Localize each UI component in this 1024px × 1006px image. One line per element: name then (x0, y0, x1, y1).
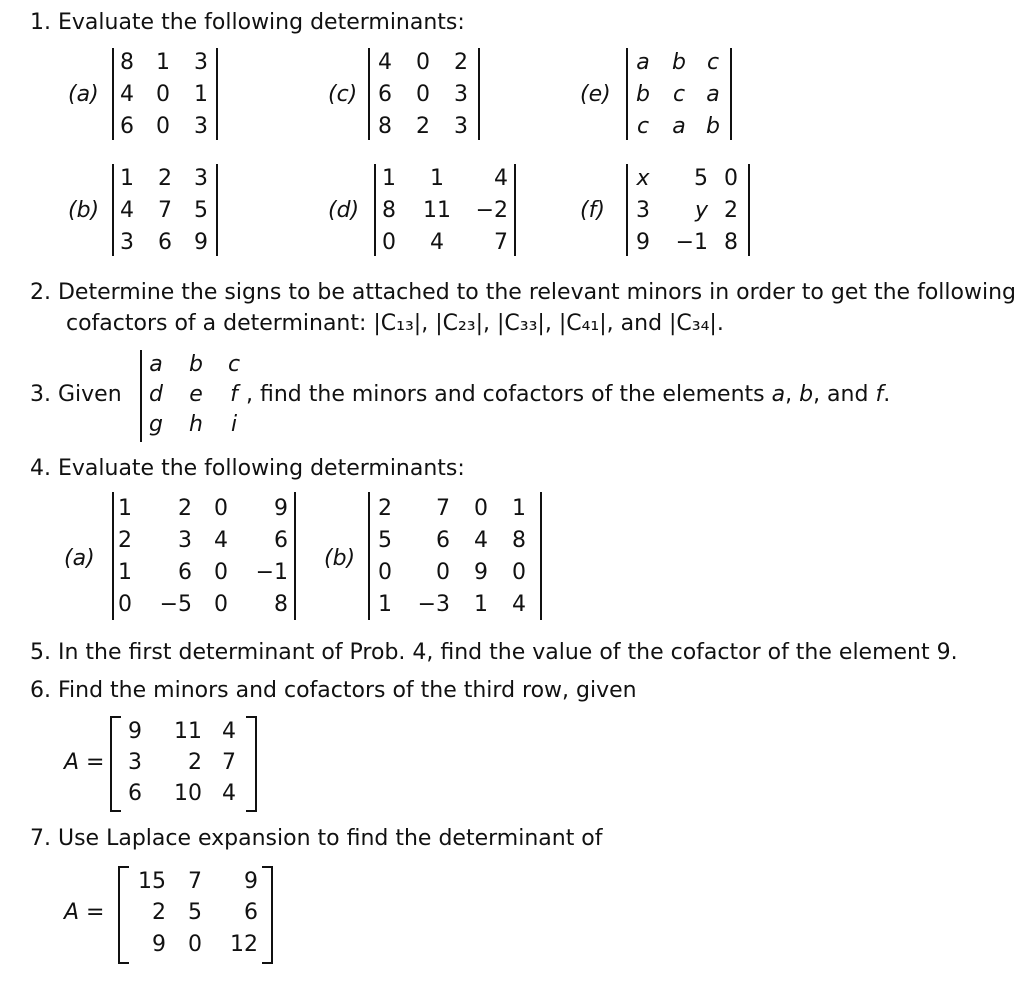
matrix-cell: x (636, 166, 650, 191)
matrix-cell: 0 (214, 592, 228, 617)
matrix-cell: 4 (494, 166, 508, 191)
det-bar-left (112, 48, 114, 140)
det-bar-right (748, 164, 750, 256)
det-bar-left (368, 48, 370, 140)
matrix-cell: g (149, 412, 163, 437)
problem-5: 5. In the first determinant of Prob. 4, find the value of the cofactor of the element 9. (30, 640, 958, 665)
matrix-cell: −5 (159, 592, 192, 617)
element-f: f (875, 382, 884, 407)
matrix-cell: 9 (274, 496, 288, 521)
matrix-cell: c (227, 352, 241, 377)
matrix-cell: 12 (230, 932, 258, 957)
matrix-cell: 2 (724, 198, 738, 223)
matrix-cell: −2 (475, 198, 508, 223)
part-label: (d) (328, 198, 360, 223)
matrix-cell: 6 (436, 528, 450, 553)
matrix-cell: 7 (188, 869, 202, 894)
matrix-cell: 0 (156, 82, 170, 107)
det-bar-right (216, 164, 218, 256)
matrix-cell: 5 (194, 198, 208, 223)
matrix-cell: 4 (214, 528, 228, 553)
matrix-cell: 0 (512, 560, 526, 585)
matrix-cell: 1 (474, 592, 488, 617)
matrix-cell: 4 (474, 528, 488, 553)
det-bar-right (294, 492, 296, 620)
problem-4-heading: 4. Evaluate the following determinants: (30, 456, 465, 481)
matrix-cell: 3 (454, 82, 468, 107)
det-bar-left (626, 164, 628, 256)
matrix-cell: −1 (675, 230, 708, 255)
matrix-cell: 8 (724, 230, 738, 255)
part-label: (a) (68, 82, 99, 107)
matrix-cell: c (672, 82, 686, 107)
matrix-cell: 8 (120, 50, 134, 75)
matrix-cell: 2 (118, 528, 132, 553)
matrix-cell: a (636, 50, 650, 75)
matrix-cell: a (672, 114, 686, 139)
matrix-cell: 10 (174, 781, 202, 806)
det-bar-right (216, 48, 218, 140)
matrix-cell: h (189, 412, 203, 437)
matrix-cell: 0 (118, 592, 132, 617)
bracket-right (246, 716, 257, 812)
matrix-cell: 6 (244, 900, 258, 925)
matrix-cell: 4 (222, 719, 236, 744)
matrix-cell: c (636, 114, 650, 139)
det-bar-right (730, 48, 732, 140)
problem-1-heading: 1. Evaluate the following determinants: (30, 10, 465, 35)
period: . (883, 382, 891, 407)
matrix-cell: 6 (378, 82, 392, 107)
separator: , (785, 382, 800, 407)
problem-3-prefix: 3. Given (30, 382, 122, 407)
matrix-cell: 2 (188, 750, 202, 775)
matrix-cell: 7 (494, 230, 508, 255)
matrix-cell: 8 (382, 198, 396, 223)
matrix-cell: 3 (454, 114, 468, 139)
matrix-cell: 9 (636, 230, 650, 255)
matrix-cell: 0 (378, 560, 392, 585)
matrix-cell: 5 (694, 166, 708, 191)
matrix-cell: 6 (274, 528, 288, 553)
matrix-cell: 3 (194, 166, 208, 191)
matrix-cell: 0 (436, 560, 450, 585)
matrix-cell: 15 (138, 869, 166, 894)
matrix-cell: c (706, 50, 720, 75)
det-bar-right (540, 492, 542, 620)
det-bar-left (368, 492, 370, 620)
matrix-cell: 11 (423, 198, 451, 223)
matrix-cell: 4 (430, 230, 444, 255)
matrix-cell: 7 (222, 750, 236, 775)
matrix-cell: 1 (430, 166, 444, 191)
problem-2-line-2: cofactors of a determinant: |C₁₃|, |C₂₃|, |C₃₃|, |C₄₁|, and |C₃₄|. (66, 311, 724, 336)
matrix-cell: 4 (120, 82, 134, 107)
matrix-cell: 6 (158, 230, 172, 255)
matrix-cell: 8 (274, 592, 288, 617)
matrix-cell: 7 (436, 496, 450, 521)
element-b: b (799, 382, 814, 407)
matrix-cell: 1 (378, 592, 392, 617)
det-bar-left (374, 164, 376, 256)
det-bar-left (140, 350, 142, 442)
matrix-cell: 4 (378, 50, 392, 75)
matrix-cell: 2 (158, 166, 172, 191)
separator: , and (813, 382, 876, 407)
bracket-right (262, 866, 273, 964)
det-bar-right (514, 164, 516, 256)
matrix-cell: 6 (128, 781, 142, 806)
matrix-cell: b (636, 82, 650, 107)
problem-6-heading: 6. Find the minors and cofactors of the third row, given (30, 678, 637, 703)
matrix-cell: 1 (194, 82, 208, 107)
matrix-cell: y (694, 198, 708, 223)
matrix-cell: 4 (120, 198, 134, 223)
matrix-cell: f (230, 382, 238, 407)
part-label: (b) (68, 198, 100, 223)
matrix-cell: 8 (378, 114, 392, 139)
matrix-cell: 3 (636, 198, 650, 223)
matrix-cell: d (149, 382, 163, 407)
matrix-cell: 9 (474, 560, 488, 585)
matrix-cell: 2 (454, 50, 468, 75)
matrix-cell: 0 (724, 166, 738, 191)
det-bar-left (626, 48, 628, 140)
matrix-cell: −3 (417, 592, 450, 617)
problem-2-line-1: 2. Determine the signs to be attached to the relevant minors in order to get the following (30, 280, 1016, 305)
matrix-cell: 7 (158, 198, 172, 223)
matrix-cell: 0 (416, 82, 430, 107)
matrix-cell: 5 (378, 528, 392, 553)
matrix-cell: 9 (128, 719, 142, 744)
matrix-cell: 3 (194, 50, 208, 75)
matrix-cell: 3 (178, 528, 192, 553)
part-label: (c) (328, 82, 358, 107)
matrix-cell: 3 (128, 750, 142, 775)
element-a: a (771, 382, 786, 407)
matrix-cell: 4 (512, 592, 526, 617)
matrix-cell: a (149, 352, 163, 377)
matrix-cell: 6 (178, 560, 192, 585)
matrix-cell: 2 (416, 114, 430, 139)
matrix-cell: 0 (474, 496, 488, 521)
matrix-cell: 1 (120, 166, 134, 191)
matrix-cell: 0 (214, 496, 228, 521)
matrix-cell: i (230, 412, 238, 437)
matrix-cell: 0 (382, 230, 396, 255)
matrix-cell: 6 (120, 114, 134, 139)
matrix-cell: b (706, 114, 720, 139)
matrix-cell: 1 (512, 496, 526, 521)
part-label: (a) (64, 546, 95, 571)
det-bar-left (112, 164, 114, 256)
matrix-cell: 0 (416, 50, 430, 75)
matrix-cell: e (189, 382, 203, 407)
matrix-cell: 1 (382, 166, 396, 191)
matrix-cell: 9 (194, 230, 208, 255)
bracket-left (110, 716, 121, 812)
matrix-cell: 2 (378, 496, 392, 521)
matrix-cell: 2 (178, 496, 192, 521)
matrix-cell: 5 (188, 900, 202, 925)
matrix-cell: 8 (512, 528, 526, 553)
matrix-cell: b (672, 50, 686, 75)
matrix-cell: 4 (222, 781, 236, 806)
matrix-cell: 0 (156, 114, 170, 139)
matrix-cell: 2 (152, 900, 166, 925)
matrix-cell: a (706, 82, 720, 107)
matrix-cell: 11 (174, 719, 202, 744)
matrix-cell: −1 (255, 560, 288, 585)
matrix-cell: 3 (194, 114, 208, 139)
matrix-cell: 9 (152, 932, 166, 957)
matrix-lhs: A = (64, 750, 105, 775)
part-label: (e) (580, 82, 611, 107)
matrix-cell: 1 (118, 496, 132, 521)
problem-3-text (246, 384, 890, 406)
part-label: (b) (324, 546, 356, 571)
matrix-cell: 1 (156, 50, 170, 75)
matrix-cell: 0 (214, 560, 228, 585)
matrix-cell: 3 (120, 230, 134, 255)
det-bar-right (478, 48, 480, 140)
matrix-cell: 9 (244, 869, 258, 894)
matrix-cell: 1 (118, 560, 132, 585)
matrix-lhs: A = (64, 900, 105, 925)
part-label: (f) (580, 198, 605, 223)
matrix-cell: b (189, 352, 203, 377)
problem-7-heading: 7. Use Laplace expansion to find the determinant of (30, 826, 603, 851)
matrix-cell: 0 (188, 932, 202, 957)
problem-3-text-a: , find the minors and cofactors of the elements (246, 382, 772, 407)
